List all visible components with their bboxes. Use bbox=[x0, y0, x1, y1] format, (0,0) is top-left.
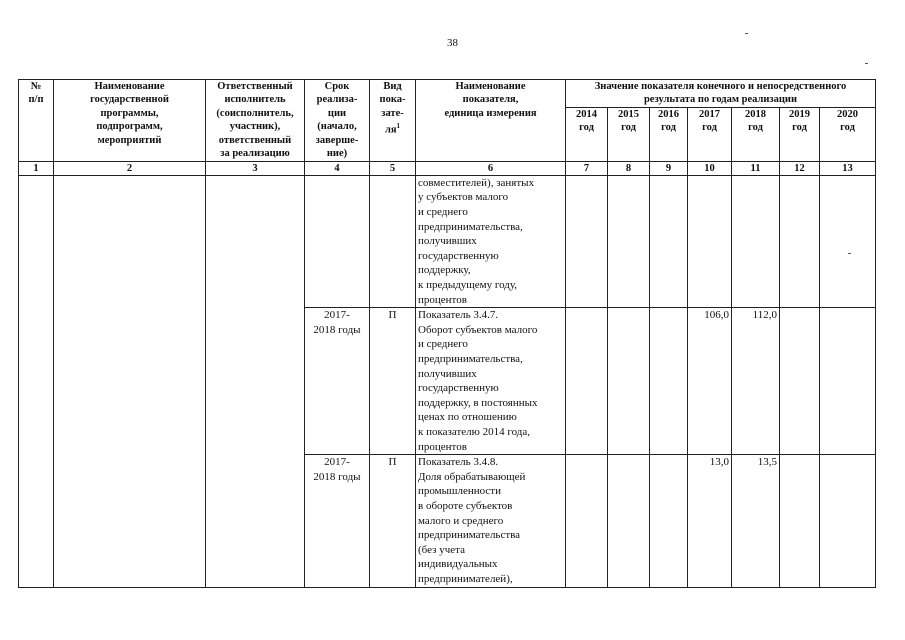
cell-number bbox=[19, 175, 54, 587]
cell-indicator-name: Показатель 3.4.7. Оборот субъектов малого и среднего предпринимательства, получивших государственную поддержку, в постоянных ценах по отношению к показателю 2014 года, процентов bbox=[416, 308, 566, 455]
column-number: 11 bbox=[732, 161, 780, 175]
header-year: 2017 год bbox=[688, 107, 732, 161]
column-number: 7 bbox=[566, 161, 608, 175]
cell-value-2019 bbox=[780, 308, 820, 455]
cell-value-2014 bbox=[566, 175, 608, 307]
column-number: 6 bbox=[416, 161, 566, 175]
header-program-name: Наименование государственной программы, подпрограмм, мероприятий bbox=[54, 80, 206, 162]
cell-value-2016 bbox=[650, 308, 688, 455]
header-indicator-type bbox=[370, 80, 416, 162]
cell-value-2018 bbox=[732, 175, 780, 307]
header-row-1 bbox=[19, 80, 876, 108]
column-number: 1 bbox=[19, 161, 54, 175]
header-year: 2014 год bbox=[566, 107, 608, 161]
column-number: 2 bbox=[54, 161, 206, 175]
cell-value-2018: 13,5 bbox=[732, 455, 780, 587]
cell-value-2015 bbox=[608, 308, 650, 455]
cell-value-2018: 112,0 bbox=[732, 308, 780, 455]
cell-indicator-type: П bbox=[370, 308, 416, 455]
header-year: 2015 год bbox=[608, 107, 650, 161]
cell-value-2017: 106,0 bbox=[688, 308, 732, 455]
cell-responsible bbox=[206, 175, 305, 587]
cell-term: 2017- 2018 годы bbox=[305, 455, 370, 587]
column-number: 9 bbox=[650, 161, 688, 175]
cell-value-2019 bbox=[780, 175, 820, 307]
cell-indicator-name: Показатель 3.4.8. Доля обрабатывающей промышленности в обороте субъектов малого и среднего предпринимательства (без учета индивидуальных предпринимателей), bbox=[416, 455, 566, 587]
cell-value-2016 bbox=[650, 175, 688, 307]
cell-term bbox=[305, 175, 370, 307]
header-year: 2019 год bbox=[780, 107, 820, 161]
header-year: 2018 год bbox=[732, 107, 780, 161]
cell-value-2019 bbox=[780, 455, 820, 587]
cell-value-2015 bbox=[608, 175, 650, 307]
header-year: 2016 год bbox=[650, 107, 688, 161]
scan-speck bbox=[745, 33, 748, 34]
column-number: 10 bbox=[688, 161, 732, 175]
column-number: 12 bbox=[780, 161, 820, 175]
footnote-mark: 1 bbox=[396, 122, 401, 131]
cell-value-2014 bbox=[566, 308, 608, 455]
column-number: 4 bbox=[305, 161, 370, 175]
header-indicator-type-text: Вид пока- зате- ля bbox=[379, 81, 406, 136]
cell-value-2016 bbox=[650, 455, 688, 587]
column-number-row bbox=[19, 161, 876, 175]
header-responsible: Ответственный исполнитель (соисполнитель, участник), ответственный за реализацию bbox=[206, 80, 305, 162]
cell-indicator-type bbox=[370, 175, 416, 307]
column-number: 5 bbox=[370, 161, 416, 175]
header-year: 2020 год bbox=[820, 107, 876, 161]
cell-value-2020 bbox=[820, 308, 876, 455]
page-number: 38 bbox=[447, 37, 458, 49]
cell-value-2014 bbox=[566, 455, 608, 587]
column-number: 13 bbox=[820, 161, 876, 175]
indicator-table bbox=[18, 79, 876, 588]
column-number: 3 bbox=[206, 161, 305, 175]
cell-value-2020 bbox=[820, 175, 876, 307]
cell-value-2020 bbox=[820, 455, 876, 587]
scan-speck bbox=[865, 63, 868, 64]
cell-indicator-name: совместителей), занятых у субъектов малого и среднего предпринимательства, получивших государственную поддержку, к предыдущему году, процентов bbox=[416, 175, 566, 307]
table-row bbox=[19, 175, 876, 307]
cell-indicator-type: П bbox=[370, 455, 416, 587]
column-number: 8 bbox=[608, 161, 650, 175]
header-values-group: Значение показателя конечного и непосредственного результата по годам реализации bbox=[566, 80, 876, 108]
cell-value-2017: 13,0 bbox=[688, 455, 732, 587]
cell-value-2017 bbox=[688, 175, 732, 307]
header-number: № п/п bbox=[19, 80, 54, 162]
header-term: Срок реализа- ции (начало, заверше- ние) bbox=[305, 80, 370, 162]
header-indicator-name: Наименование показателя, единица измерения bbox=[416, 80, 566, 162]
cell-program-name bbox=[54, 175, 206, 587]
cell-term: 2017- 2018 годы bbox=[305, 308, 370, 455]
cell-value-2015 bbox=[608, 455, 650, 587]
